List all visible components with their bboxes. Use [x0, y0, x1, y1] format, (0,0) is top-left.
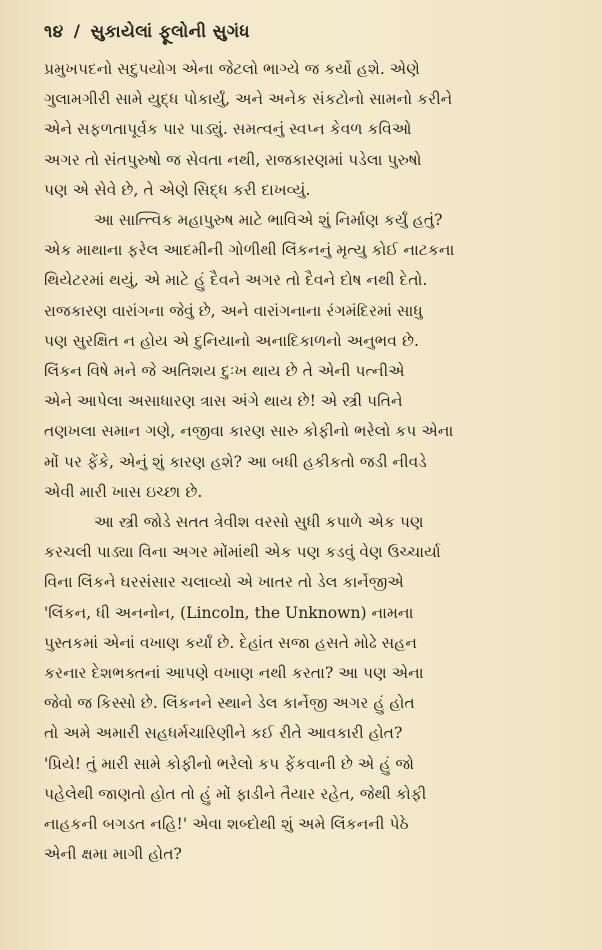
text-line: નાહકની બગડત નહિ!' એવા શબ્દોથી શું અમે લિંકનની પેઠે [44, 815, 409, 834]
running-head [44, 22, 568, 42]
text-line: એવી મારી ખાસ ઇચ્છા છે. [44, 482, 203, 501]
text-line: 'પ્રિયે! તું મારી સામે કોફીનો ભરેલો કપ ફેંકવાની છે એ હું જો [44, 754, 415, 773]
text-line: એક માથાના ફરેલ આદમીની ગોળીથી લિંકનનું મૃત્યુ કોઈ નાટકના [44, 241, 455, 260]
text-line: લિંકન વિષે મને જે અતિશય દુઃખ થાય છે તે એની પત્નીએ [44, 362, 405, 381]
text-line: આ સાત્ત્વિક મહાપુરુષ માટે ભાવિએ શું નિર્માણ કર્યું હતું? [94, 211, 443, 230]
page-number: ૧૪ [44, 22, 64, 42]
text-line: એની ક્ષમા માગી હોત? [44, 845, 182, 864]
text-line: પહેલેથી જાણતો હોત તો હું મોં ફાડીને તૈયાર રહેત, જેથી કોફી [44, 784, 427, 803]
text-line: રાજકારણ વારાંગના જેવું છે, અને વારાંગનાના રંગમંદિરમાં સાધુ [44, 301, 423, 320]
text-line: વિના લિંકને ઘરસંસાર ચલાવ્યો એ ખાતર તો ડેલ કાર્નેજીએ [44, 573, 404, 592]
header-separator: / [73, 22, 81, 42]
text-line: કરનાર દેશભક્તનાં આપણે વખાણ નથી કરતા? આ પણ એના [44, 664, 424, 683]
book-title: સુકાયેલાં ફૂલોની સુગંધ [90, 22, 250, 42]
text-line: મોં પર ફેંકે, એનું શું કારણ હશે? આ બધી હકીકતો જડી નીવડે [44, 452, 427, 471]
text-line: એને આપેલા અસાધારણ ત્રાસ અંગે થાય છે! એ સ્ત્રી પતિને [44, 392, 403, 411]
text-line: કરચલી પાડ્યા વિના અગર મોંમાંથી એક પણ કડવું વેણ ઉચ્ચાર્યા [44, 543, 441, 562]
text-line: ગુલામગીરી સામે યુદ્ધ પોકાર્યું, અને અનેક સંકટોનો સામનો કરીને [44, 90, 453, 109]
text-line: પણ એ સેવે છે, તે એણે સિદ્ધ કરી દાખવ્યું. [44, 180, 311, 199]
text-line: પુસ્તકમાં એનાં વખાણ કર્યાં છે. દેહાંત સજા હસતે મોઢે સહન [44, 633, 417, 652]
text-line: એને સફળતાપૂર્વક પાર પાડ્યું. સમત્વનું સ્વપ્ન કેવળ કવિઓ [44, 120, 412, 139]
text-line: જેવો જ કિસ્સો છે. લિંકનને સ્થાને ડેલ કાર્નેજી અગર હું હોત [44, 694, 415, 713]
paragraph [44, 54, 568, 205]
text-line: પણ સુરક્ષિત ન હોય એ દુનિયાનો અનાદિકાળનો અનુભવ છે. [44, 331, 419, 350]
text-line: આ સ્ત્રી જોડે સતત ત્રેવીશ વરસો સુધી કપાળે એક પણ [94, 513, 424, 532]
text-line: 'લિંકન, ધી અનનોન, (Lincoln, the Unknown) નામના [44, 603, 414, 622]
text-line: પ્રમુખપદનો સદુપયોગ એના જેટલો ભાગ્યે જ કર્યો હશે. એણે [44, 60, 420, 78]
text-line: થિયેટરમાં થયું, એ માટે હું દૈવને અગર તો દૈવને દોષ નથી દેતો. [44, 271, 428, 290]
text-line: તણખલા સમાન ગણે, નજીવા કારણ સારુ કોફીનો ભરેલો કપ એના [44, 422, 454, 441]
text-line: તો અમે અમારી સહધર્મચારિણીને કઈ રીતે આવકારી હોત? [44, 724, 403, 743]
text-line: અગર તો સંતપુરુષો જ સેવતા નથી, રાજકારણમાં પડેલા પુરુષો [44, 150, 422, 169]
paragraph [44, 205, 568, 507]
paragraph [44, 507, 568, 869]
